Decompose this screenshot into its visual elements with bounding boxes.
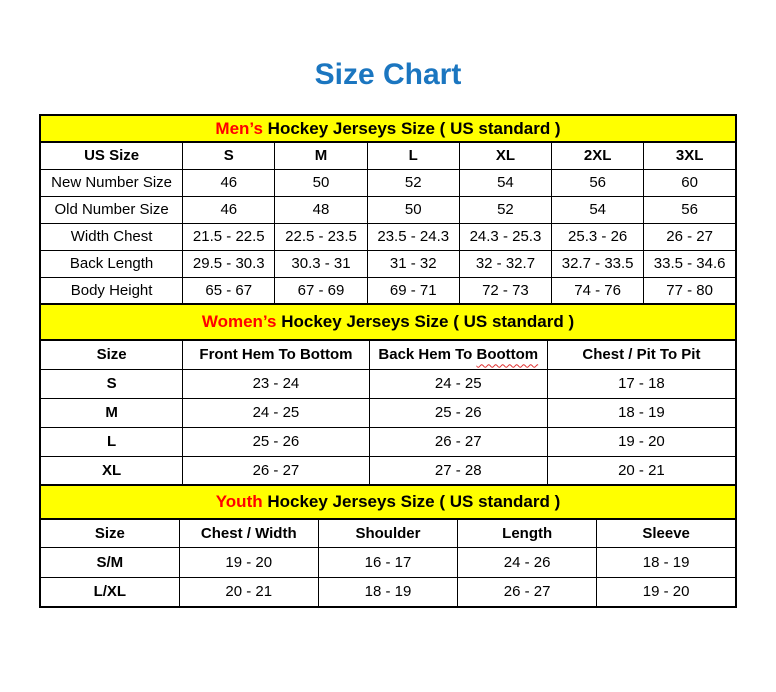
cell-value: 18 - 19 (597, 547, 736, 577)
column-header: Chest / Width (179, 519, 318, 547)
cell-value: 50 (275, 169, 367, 196)
womens-banner-row (40, 304, 736, 340)
column-header: M (275, 142, 367, 169)
table-row (40, 456, 736, 485)
cell-value: 52 (367, 169, 459, 196)
column-header: 2XL (552, 142, 644, 169)
cell-value: 25.3 - 26 (552, 223, 644, 250)
cell-value: 17 - 18 (547, 369, 736, 398)
cell-value: 20 - 21 (179, 577, 318, 607)
table-row (40, 250, 736, 277)
table-row (40, 427, 736, 456)
youth-banner-row (40, 485, 736, 519)
cell-value: 18 - 19 (547, 398, 736, 427)
womens-size-table (39, 303, 737, 486)
table-row (40, 277, 736, 304)
cell-value: 46 (183, 169, 275, 196)
column-header: Size (40, 340, 183, 369)
size-chart-container (39, 114, 737, 608)
row-label: L (40, 427, 183, 456)
cell-value: 21.5 - 22.5 (183, 223, 275, 250)
cell-value: 69 - 71 (367, 277, 459, 304)
cell-value: 24.3 - 25.3 (459, 223, 551, 250)
page-title: Size Chart (314, 58, 462, 91)
mens-header-row (40, 142, 736, 169)
row-label: M (40, 398, 183, 427)
cell-value: 24 - 25 (369, 369, 547, 398)
column-header: XL (459, 142, 551, 169)
column-header: US Size (40, 142, 183, 169)
row-label: L/XL (40, 577, 179, 607)
cell-value: 46 (183, 196, 275, 223)
cell-value: 24 - 26 (458, 547, 597, 577)
banner-highlight-text: Women’s (201, 312, 277, 331)
column-header: S (183, 142, 275, 169)
row-label: XL (40, 456, 183, 485)
cell-value: 29.5 - 30.3 (183, 250, 275, 277)
cell-value: 77 - 80 (644, 277, 736, 304)
table-row (40, 223, 736, 250)
cell-value: 27 - 28 (369, 456, 547, 485)
mens-banner-row (40, 115, 736, 142)
cell-value: 50 (367, 196, 459, 223)
youth-header-row (40, 519, 736, 547)
column-header: Shoulder (318, 519, 457, 547)
cell-value: 48 (275, 196, 367, 223)
cell-value: 23 - 24 (183, 369, 370, 398)
column-header: Length (458, 519, 597, 547)
row-label: Body Height (40, 277, 183, 304)
column-header: L (367, 142, 459, 169)
column-header: Front Hem To Bottom (183, 340, 370, 369)
mens-size-table (39, 114, 737, 305)
table-row (40, 398, 736, 427)
cell-value: 26 - 27 (183, 456, 370, 485)
column-header-misspelled (369, 340, 547, 369)
mens-section-banner (40, 115, 736, 142)
table-row (40, 196, 736, 223)
cell-value: 25 - 26 (369, 398, 547, 427)
table-row (40, 169, 736, 196)
row-label: S (40, 369, 183, 398)
cell-value: 74 - 76 (552, 277, 644, 304)
cell-value: 25 - 26 (183, 427, 370, 456)
womens-header-row (40, 340, 736, 369)
column-header: Size (40, 519, 179, 547)
cell-value: 56 (644, 196, 736, 223)
cell-value: 72 - 73 (459, 277, 551, 304)
cell-value: 23.5 - 24.3 (367, 223, 459, 250)
youth-section-banner (40, 485, 736, 519)
row-label: Old Number Size (40, 196, 183, 223)
column-header: Sleeve (597, 519, 736, 547)
table-row (40, 547, 736, 577)
column-header: 3XL (644, 142, 736, 169)
cell-value: 56 (552, 169, 644, 196)
womens-section-banner (40, 304, 736, 340)
misspelled-word: Boottom (476, 346, 539, 364)
banner-highlight-text: Men’s (215, 118, 263, 138)
cell-value: 26 - 27 (458, 577, 597, 607)
cell-value: 31 - 32 (367, 250, 459, 277)
youth-size-table (39, 484, 737, 608)
cell-value: 19 - 20 (597, 577, 736, 607)
row-label: Width Chest (40, 223, 183, 250)
cell-value: 65 - 67 (183, 277, 275, 304)
cell-value: 32.7 - 33.5 (552, 250, 644, 277)
row-label: New Number Size (40, 169, 183, 196)
banner-rest-text: Hockey Jerseys Size ( US standard ) (262, 118, 561, 138)
banner-highlight-text: Youth (215, 492, 263, 511)
table-row (40, 369, 736, 398)
cell-value: 19 - 20 (179, 547, 318, 577)
cell-value: 32 - 32.7 (459, 250, 551, 277)
header-text-prefix: Back Hem To (378, 346, 477, 364)
cell-value: 33.5 - 34.6 (644, 250, 736, 277)
cell-value: 54 (459, 169, 551, 196)
row-label: S/M (40, 547, 179, 577)
cell-value: 67 - 69 (275, 277, 367, 304)
cell-value: 54 (552, 196, 644, 223)
cell-value: 26 - 27 (369, 427, 547, 456)
table-row (40, 577, 736, 607)
cell-value: 60 (644, 169, 736, 196)
cell-value: 52 (459, 196, 551, 223)
row-label: Back Length (40, 250, 183, 277)
banner-rest-text: Hockey Jerseys Size ( US standard ) (276, 312, 575, 331)
cell-value: 24 - 25 (183, 398, 370, 427)
cell-value: 26 - 27 (644, 223, 736, 250)
cell-value: 22.5 - 23.5 (275, 223, 367, 250)
cell-value: 19 - 20 (547, 427, 736, 456)
banner-rest-text: Hockey Jerseys Size ( US standard ) (262, 492, 561, 511)
cell-value: 16 - 17 (318, 547, 457, 577)
cell-value: 20 - 21 (547, 456, 736, 485)
cell-value: 18 - 19 (318, 577, 457, 607)
cell-value: 30.3 - 31 (275, 250, 367, 277)
column-header: Chest / Pit To Pit (547, 340, 736, 369)
